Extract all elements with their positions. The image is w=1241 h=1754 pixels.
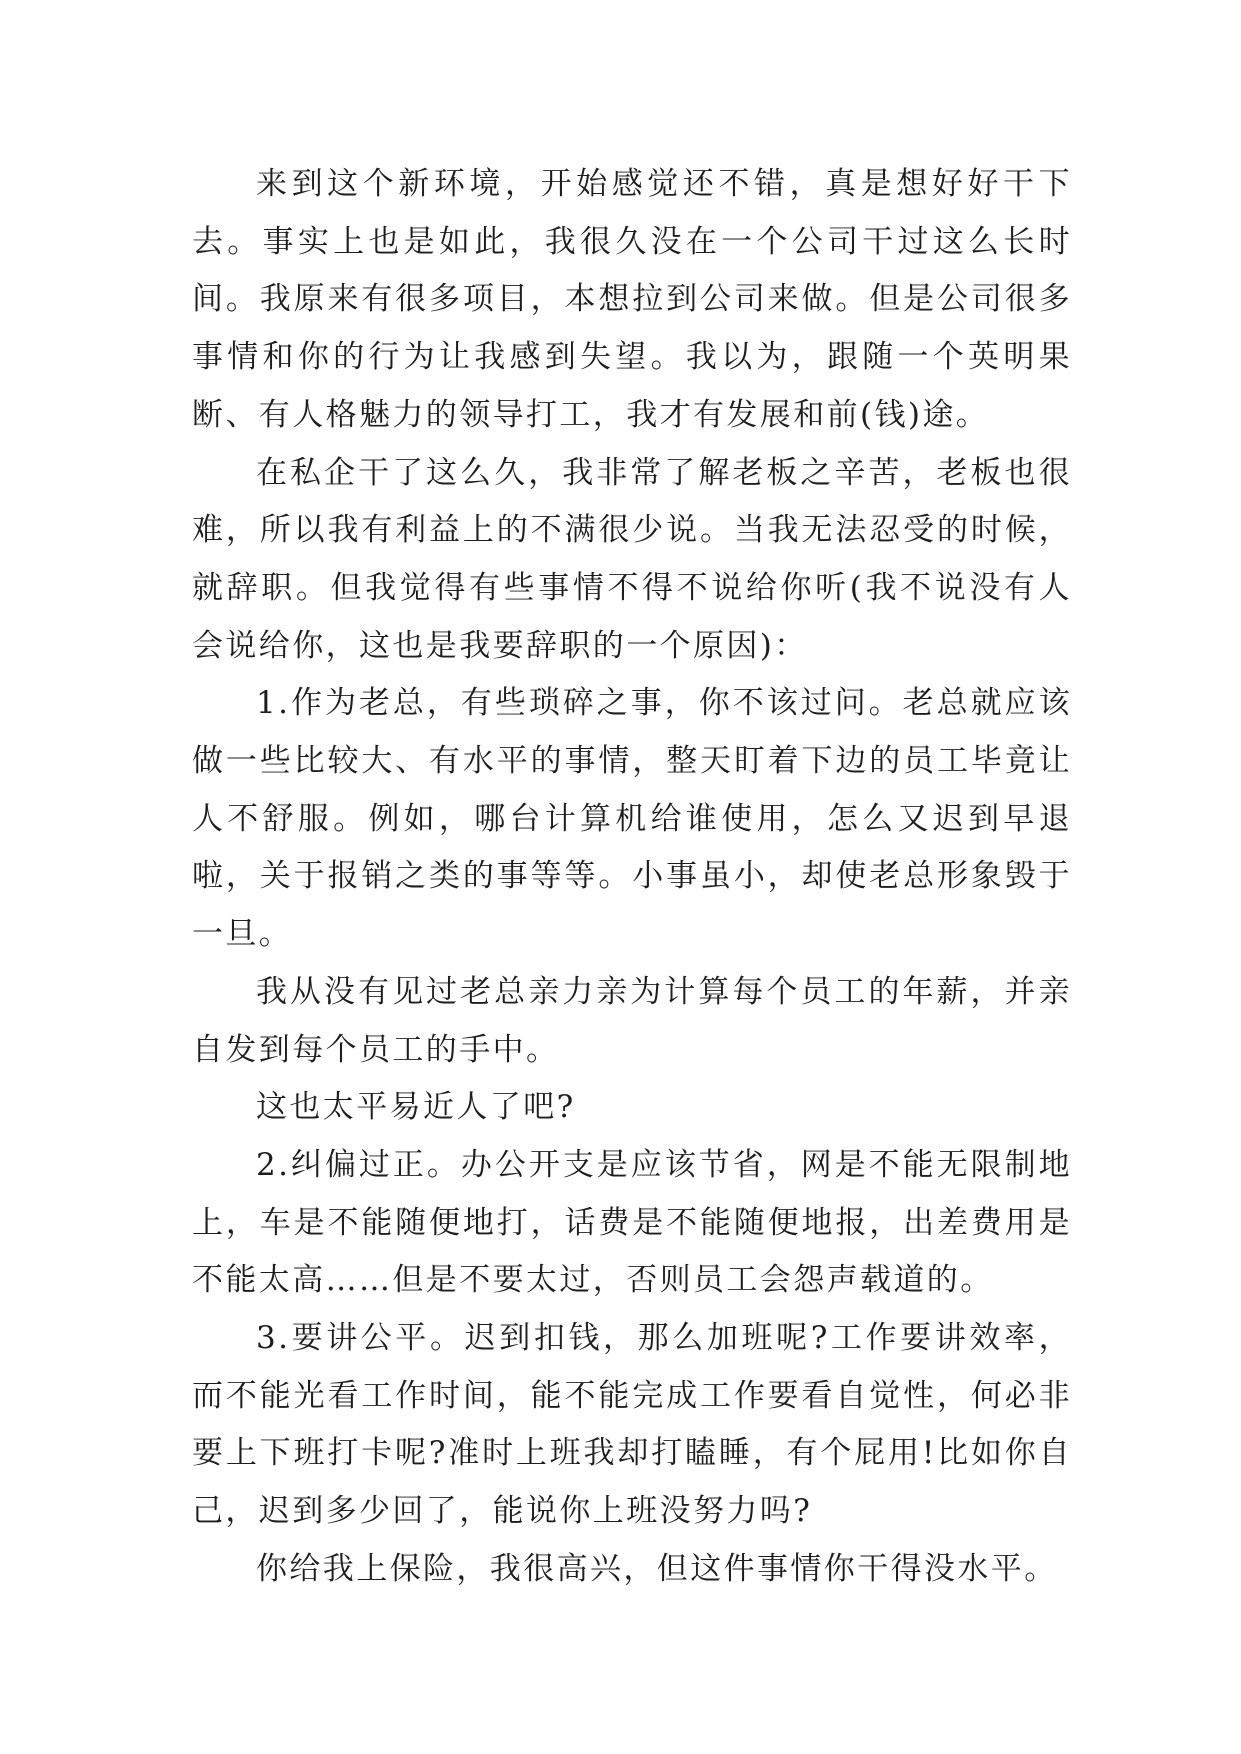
paragraph: 你给我上保险，我很高兴，但这件事情你干得没水平。 [256,1550,1058,1587]
paragraph: 来到这个新环境，开始感觉还不错，真是想好好干下去。事实上也是如此，我很久没在一个公司干过这么长时间。我原来有很多项目，本想拉到公司来做。但是公司很多事情和你的行为让我感到失望。我以为，跟随一个英明果断、有人格魅力的领导打工，我才有发展和前(钱)途。 [192,166,1072,433]
paragraph: 我从没有见过老总亲力亲为计算每个员工的年薪，并亲自发到每个员工的手中。 [192,973,1072,1068]
paragraph: 在私企干了这么久，我非常了解老板之辛苦，老板也很难，所以我有利益上的不满很少说。当我无法忍受的时候，就辞职。但我觉得有些事情不得不说给你听(我不说没有人会说给你，这也是我要辞职的一个原因)： [192,454,1072,664]
paragraph: 3.要讲公平。迟到扣钱，那么加班呢?工作要讲效率，而不能光看工作时间，能不能完成工作要看自觉性，何必非要上下班打卡呢?准时上班我却打瞌睡，有个屁用!比如你自己，迟到多少回了，能说你上班没努力吗? [192,1320,1072,1530]
paragraph: 1.作为老总，有些琐碎之事，你不该过问。老总就应该做一些比较大、有水平的事情，整天盯着下边的员工毕竟让人不舒服。例如，哪台计算机给谁使用，怎么又迟到早退啦，关于报销之类的事等等。小事虽小，却使老总形象毁于一旦。 [192,685,1072,953]
paragraph: 这也太平易近人了吧? [256,1089,576,1126]
paragraph: 2.纠偏过正。办公开支是应该节省，网是不能无限制地上，车是不能随便地打，话费是不能随便地报，出差费用是不能太高……但是不要太过，否则员工会怨声载道的。 [192,1146,1072,1299]
document-body [192,156,1072,1599]
